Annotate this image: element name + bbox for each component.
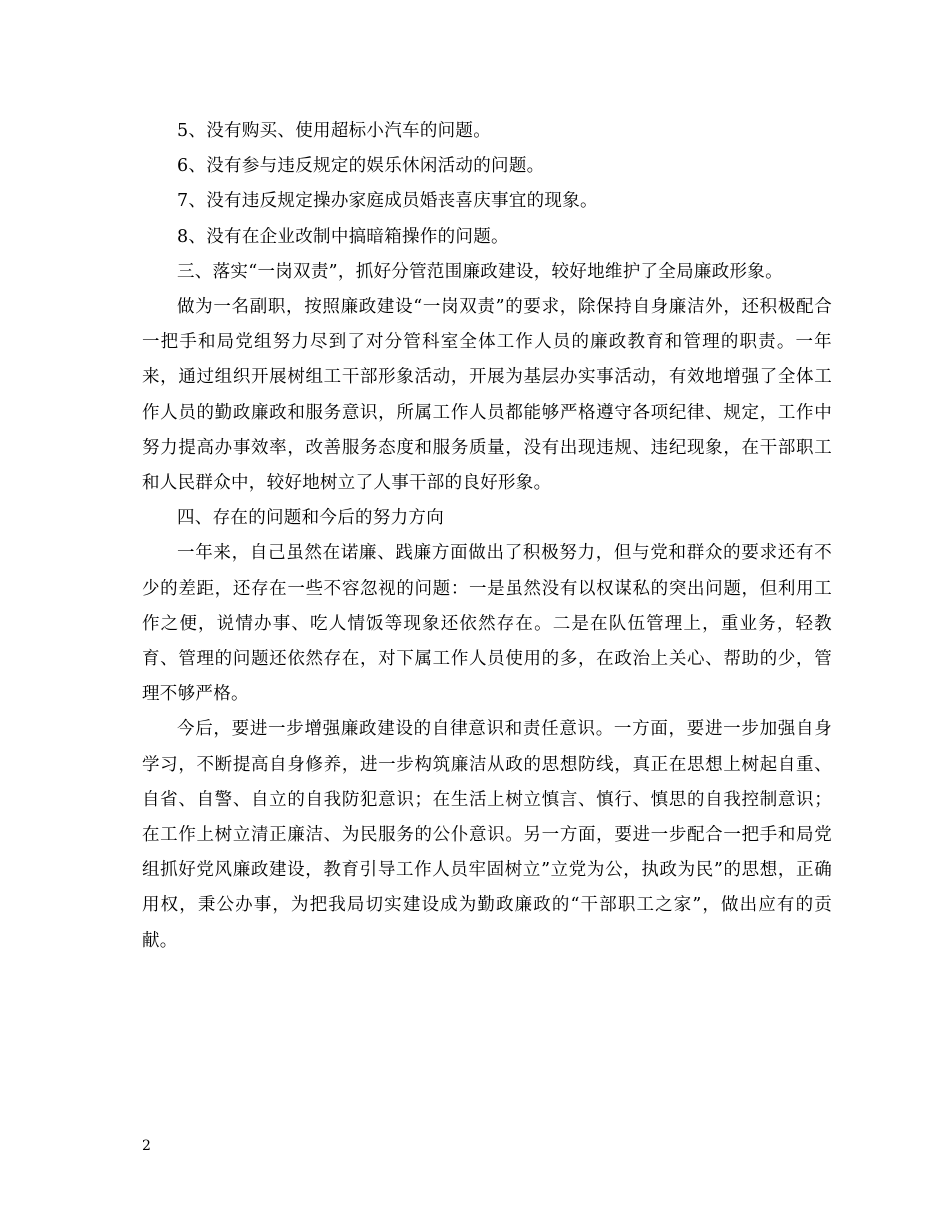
section-heading-4: 四、存在的问题和今后的努力方向 bbox=[177, 508, 444, 529]
list-item-7: 7、没有违反规定操办家庭成员婚丧喜庆事宜的现象。 bbox=[177, 191, 598, 212]
body-paragraph: 一年来，自己虽然在诺廉、践廉方面做出了积极努力，但与党和群众的要求还有不少的差距，还存在一些不容忽视的问题：一是虽然没有以权谋私的突出问题，但利用工作之便，说情办事、吃人情饭等现象还依然存在。二是在队伍管理上，重业务，轻教育、管理的问题还依然存在，对下属工作人员使用的多，在政治上关心、帮助的少，管理不够严格。 bbox=[142, 543, 832, 705]
list-item-8: 8、没有在企业改制中搞暗箱操作的问题。 bbox=[177, 226, 509, 247]
list-item-6: 6、没有参与违反规定的娱乐休闲活动的问题。 bbox=[177, 156, 545, 177]
body-paragraph: 今后，要进一步增强廉政建设的自律意识和责任意识。一方面，要进一步加强自身学习，不断提高自身修养，进一步构筑廉洁从政的思想防线，真正在思想上树起自重、自省、自警、自立的自我防犯意识；在生活上树立慎言、慎行、慎思的自我控制意识；在工作上树立清正廉洁、为民服务的公仆意识。另一方面，要进一步配合一把手和局党组抓好党风廉政建设，教育引导工作人员牢固树立”立党为公，执政为民”的思想，正确用权，秉公办事，为把我局切实建设成为勤政廉政的“干部职工之家”，做出应有的贡献。 bbox=[142, 719, 832, 951]
document-body bbox=[142, 114, 832, 959]
section-heading-3: 三、落实“一岗双责”，抓好分管范围廉政建设，较好地维护了全局廉政形象。 bbox=[177, 261, 783, 282]
page-number: 2 bbox=[142, 1138, 151, 1154]
list-item-5: 5、没有购买、使用超标小汽车的问题。 bbox=[177, 121, 492, 141]
body-paragraph: 做为一名副职，按照廉政建设“一岗双责”的要求，除保持自身廉洁外，还积极配合一把手和局党组努力尽到了对分管科室全体工作人员的廉政教育和管理的职责。一年来，通过组织开展树组工干部形象活动，开展为基层办实事活动，有效地增强了全体工作人员的勤政廉政和服务意识，所属工作人员都能够严格遵守各项纪律、规定，工作中努力提高办事效率，改善服务态度和服务质量，没有出现违规、违纪现象，在干部职工和人民群众中，较好地树立了人事干部的良好形象。 bbox=[142, 297, 832, 494]
